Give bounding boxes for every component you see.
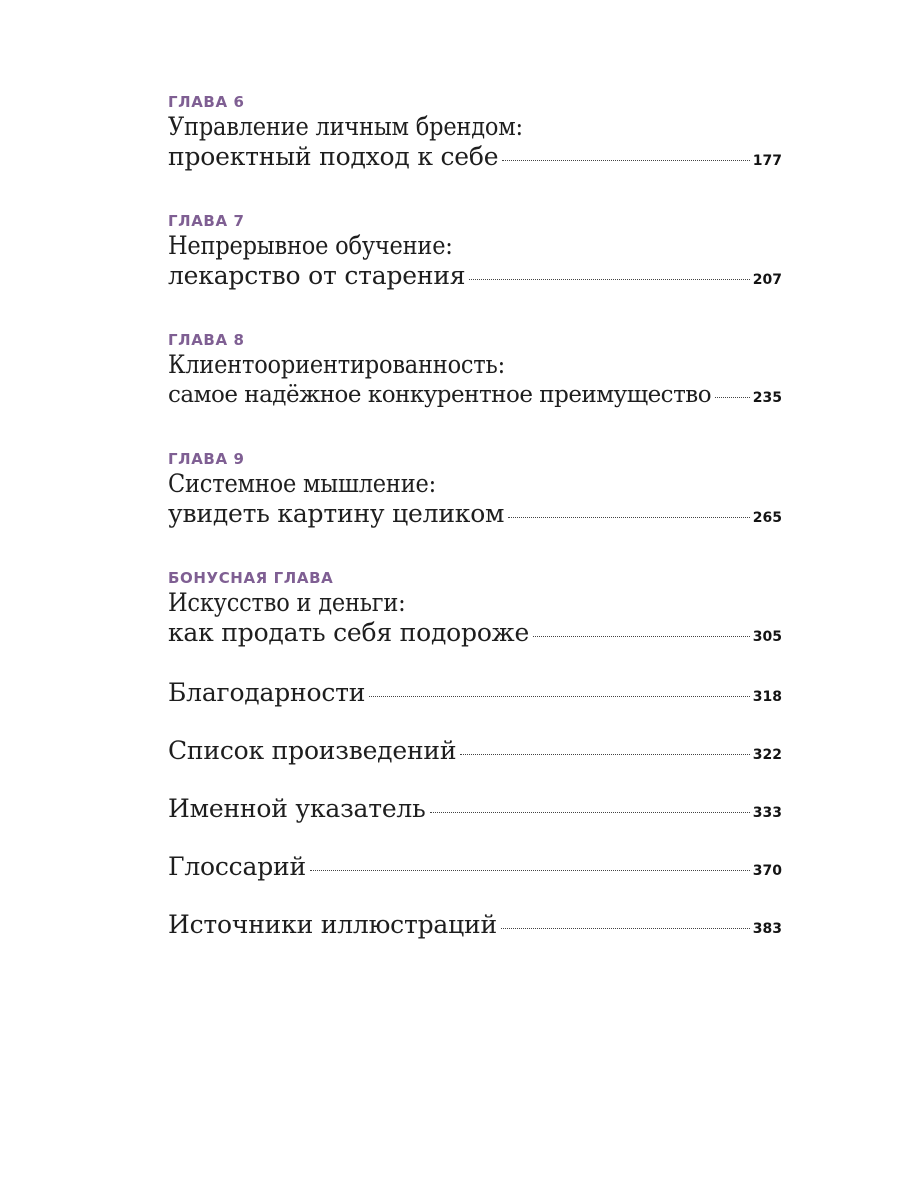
toc-entry-row[interactable] xyxy=(168,261,782,291)
toc-entry-row[interactable] xyxy=(168,499,782,529)
page-number: 318 xyxy=(752,689,782,705)
page-number: 333 xyxy=(752,805,782,821)
toc-entry-row[interactable] xyxy=(168,736,782,766)
dot-leader xyxy=(501,928,750,929)
chapter-label: ГЛАВА 9 xyxy=(168,450,245,468)
dot-leader xyxy=(460,754,749,755)
chapter-label: БОНУСНАЯ ГЛАВА xyxy=(168,569,334,587)
dot-leader xyxy=(533,636,750,637)
toc-section-acknowledgements xyxy=(168,678,782,708)
dot-leader xyxy=(469,279,749,280)
toc-section-glossary xyxy=(168,852,782,882)
toc-section-works-list xyxy=(168,736,782,766)
page-number: 177 xyxy=(752,153,782,169)
chapter-label: ГЛАВА 7 xyxy=(168,212,245,230)
chapter-title-line: Управление личным брендом: xyxy=(168,112,523,141)
toc-entry-row[interactable] xyxy=(168,678,782,708)
chapter-title-line: увидеть картину целиком xyxy=(168,499,505,528)
page-number: 322 xyxy=(752,747,782,763)
page-number: 265 xyxy=(752,510,782,526)
toc-chapter-8 xyxy=(168,330,782,410)
toc-section-illustration-sources xyxy=(168,910,782,940)
page-number: 207 xyxy=(752,272,782,288)
chapter-title-line: лекарство от старения xyxy=(168,261,466,290)
page-number: 370 xyxy=(752,863,782,879)
chapter-title-line: Непрерывное обучение: xyxy=(168,231,453,260)
dot-leader xyxy=(310,870,750,871)
toc-section-name-index xyxy=(168,794,782,824)
dot-leader xyxy=(715,397,750,398)
chapter-title-line: как продать себя подороже xyxy=(168,618,530,647)
toc-chapter-9 xyxy=(168,449,782,529)
chapter-title-line: самое надёжное конкурентное преимущество xyxy=(168,382,712,408)
dot-leader xyxy=(369,696,750,697)
chapter-title-line: Системное мышление: xyxy=(168,469,436,498)
chapter-label: ГЛАВА 6 xyxy=(168,93,245,111)
section-title: Глоссарий xyxy=(168,852,306,881)
page-number: 235 xyxy=(752,390,782,406)
toc-chapter-6 xyxy=(168,92,782,172)
section-title: Благодарности xyxy=(168,678,366,707)
toc-entry-row[interactable] xyxy=(168,618,782,648)
dot-leader xyxy=(508,517,749,518)
toc-entry-row[interactable] xyxy=(168,380,782,410)
chapter-label: ГЛАВА 8 xyxy=(168,331,245,349)
table-of-contents xyxy=(168,92,782,968)
section-title: Список произведений xyxy=(168,736,457,765)
toc-entry-row[interactable] xyxy=(168,142,782,172)
toc-chapter-bonus xyxy=(168,568,782,648)
toc-entry-row[interactable] xyxy=(168,852,782,882)
dot-leader xyxy=(430,812,750,813)
chapter-title-line: Клиентоориентированность: xyxy=(168,350,505,379)
toc-chapter-7 xyxy=(168,211,782,291)
chapter-title-line: Искусство и деньги: xyxy=(168,588,406,617)
dot-leader xyxy=(502,160,749,161)
toc-entry-row[interactable] xyxy=(168,910,782,940)
section-title: Источники иллюстраций xyxy=(168,910,497,939)
page-number: 383 xyxy=(752,921,782,937)
page-number: 305 xyxy=(752,629,782,645)
section-title: Именной указатель xyxy=(168,794,426,823)
toc-entry-row[interactable] xyxy=(168,794,782,824)
chapter-title-line: проектный подход к себе xyxy=(168,142,499,171)
